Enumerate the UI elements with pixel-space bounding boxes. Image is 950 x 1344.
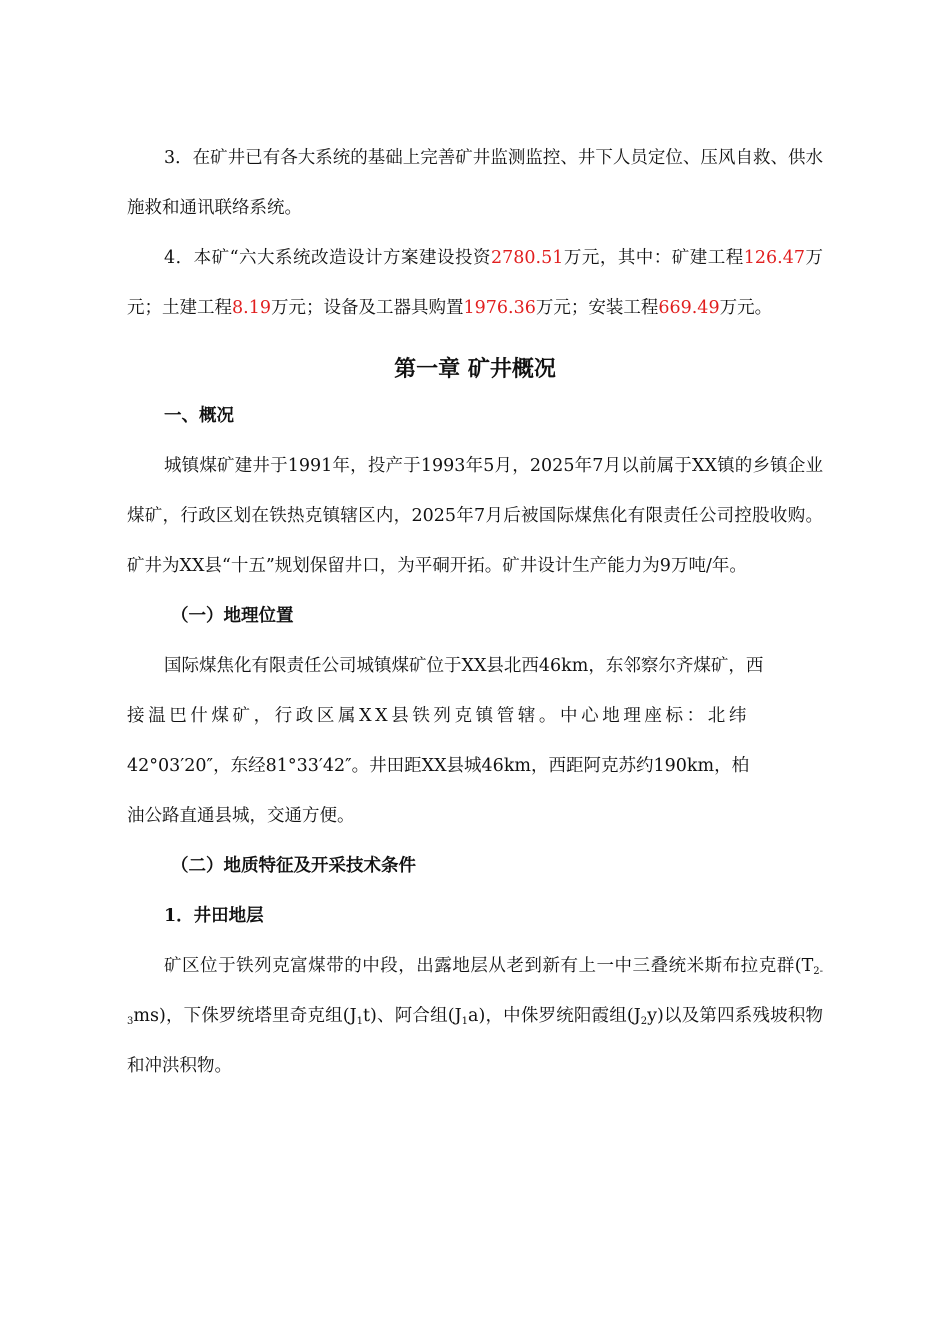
- subsection-heading-location: （一）地理位置: [171, 606, 294, 626]
- document-page: [127, 133, 823, 1091]
- item4-mid3: 万元；设备及工器具购置: [270, 298, 464, 318]
- item-heading-strata: 1．井田地层: [164, 906, 264, 926]
- total-investment-value: 2780.51: [490, 248, 564, 268]
- strata-subscript-2: 1: [356, 1016, 364, 1027]
- strata-text-2: ms)，下侏罗统塔里奇克组(J: [133, 1006, 357, 1026]
- item4-mid4: 万元；安装工程: [535, 298, 659, 318]
- section-heading-overview: 一、概况: [164, 406, 234, 426]
- location-line-4: 油公路直通县城，交通方便。: [127, 806, 355, 826]
- location-line-3: 42°03′20″，东经81°33′42″。井田距XX县城46km，西距阿克苏约190km，柏: [127, 756, 750, 776]
- location-line-1: 国际煤焦化有限责任公司城镇煤矿位于XX县北西46km，东邻察尔齐煤矿，西: [164, 656, 764, 676]
- installation-engineering-value: 669.49: [658, 298, 720, 318]
- item4-mid2: 万元；土建工程: [127, 248, 824, 318]
- intro-item-3: 3．在矿井已有各大系统的基础上完善矿井监测监控、井下人员定位、压风自救、供水施救和通讯联络系统。: [127, 148, 823, 218]
- equipment-purchase-value: 1976.36: [463, 298, 536, 318]
- strata-subscript-3: 1: [461, 1016, 469, 1027]
- item4-suffix: 万元。: [719, 298, 773, 318]
- strata-text-3: t)、阿合组(J: [363, 1006, 462, 1026]
- chapter-title: 第一章 矿井概况: [394, 356, 556, 382]
- item4-mid1: 万元，其中：矿建工程: [563, 248, 744, 268]
- location-paragraph: [127, 641, 823, 841]
- strata-text-4: a)，中侏罗统阳霞组(J: [468, 1006, 641, 1026]
- strata-text-1: 矿区位于铁列克富煤带的中段，出露地层从老到新有上一中三叠统米斯布拉克群(T: [164, 956, 814, 976]
- strata-paragraph: [127, 941, 823, 1091]
- mining-engineering-value: 126.47: [743, 248, 806, 268]
- location-line-2: 接温巴什煤矿，行政区属XX县铁列克镇管辖。中心地理座标：北纬: [127, 706, 750, 726]
- overview-paragraph: 城镇煤矿建井于1991年，投产于1993年5月，2025年7月以前属于XX镇的乡镇企业煤矿，行政区划在铁热克镇辖区内，2025年7月后被国际煤焦化有限责任公司控股收购。矿井为XX县“十五”规划保留井口，为平硐开拓。矿井设计生产能力为9万吨/年。: [127, 456, 823, 576]
- intro-item-4: [127, 233, 823, 333]
- item4-prefix: 4．本矿“六大系统改造设计方案建设投资: [164, 248, 491, 268]
- strata-subscript-4: 2: [640, 1016, 648, 1027]
- subsection-heading-geology: （二）地质特征及开采技术条件: [171, 856, 416, 876]
- civil-engineering-value: 8.19: [232, 298, 271, 318]
- strata-text-5: y)以及第四系残坡积物和冲洪积物。: [127, 1006, 824, 1076]
- strata-subscript-1: 2-3: [127, 966, 823, 1027]
